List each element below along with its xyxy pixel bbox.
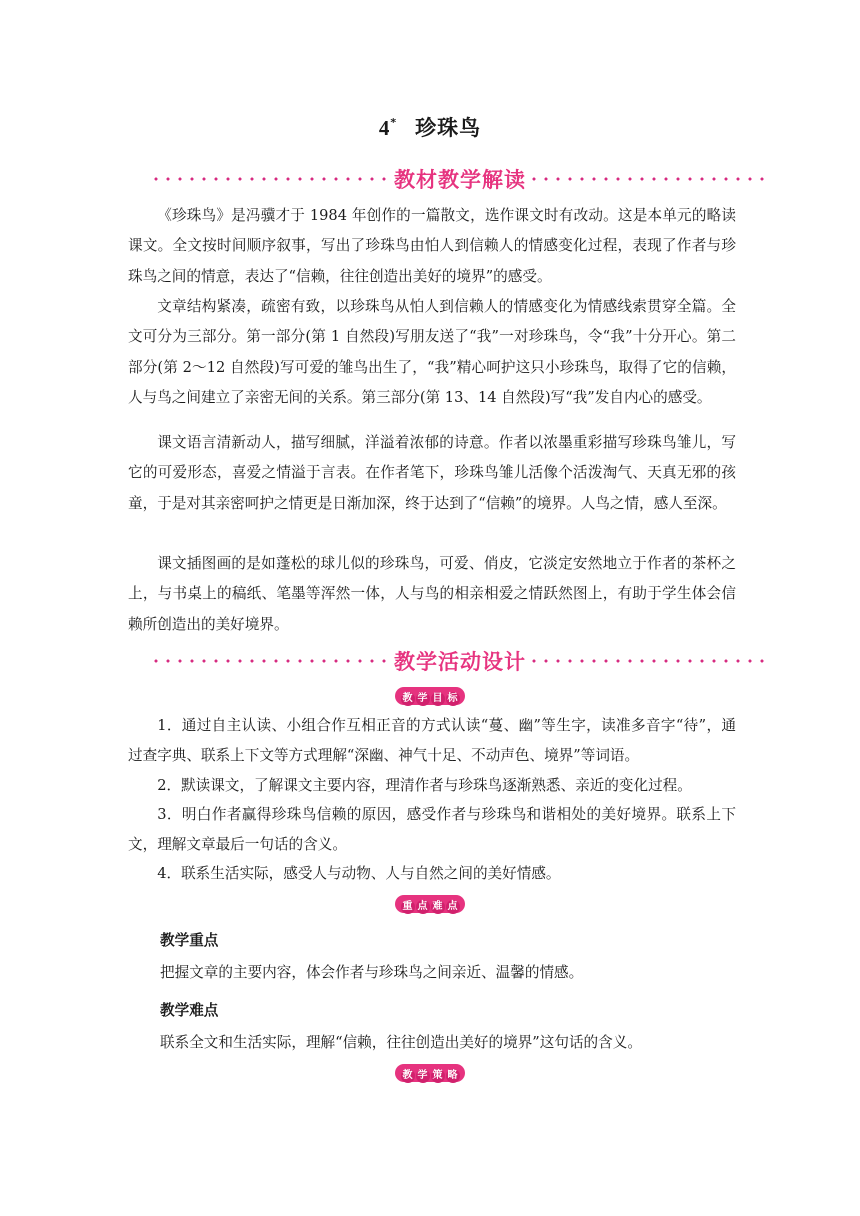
difficult-point-text: 联系全文和生活实际，理解“信赖，往往创造出美好的境界”这句话的含义。 — [160, 1034, 642, 1051]
goal-item: 4．联系生活实际，感受人与动物、人与自然之间的美好情感。 — [157, 865, 561, 882]
goal-item: 2．默读课文，了解课文主要内容，理清作者与珍珠鸟逐渐熟悉、亲近的变化过程。 — [157, 777, 692, 794]
difficult-point-heading: 教学难点 — [160, 1002, 219, 1019]
lesson-title: 珍珠鸟 — [415, 116, 482, 140]
goal-item: 1．通过自主认读、小组合作互相正音的方式认读“蔓、幽”等生字，读准多音字“待”，通过查字典、联系上下文等方式理解“深幽、神气十足、不动声色、境界”等词语。 — [128, 717, 736, 765]
goal-item: 3．明白作者赢得珍珠鸟信赖的原因，感受作者与珍珠鸟和谐相处的美好境界。联系上下文，理解文章最后一句话的含义。 — [128, 806, 736, 854]
paragraph: 课文插图画的是如蓬松的球儿似的珍珠鸟，可爱、俏皮，它淡定安然地立于作者的茶杯之上，与书桌上的稿纸、笔墨等浑然一体，人与鸟的相亲相爱之情跃然图上，有助于学生体会信赖所创造出的美好境界。 — [128, 555, 736, 633]
key-point-heading: 教学重点 — [160, 932, 219, 949]
page-title — [0, 112, 860, 142]
tag-char: 学 — [417, 693, 428, 704]
tag-char: 学 — [417, 1070, 428, 1081]
tag-key-difficult-points — [0, 894, 860, 913]
tag-char: 教 — [402, 1070, 413, 1081]
lesson-number: 4 — [378, 116, 391, 140]
paragraph: 课文语言清新动人，描写细腻，洋溢着浓郁的诗意。作者以浓墨重彩描写珍珠鸟雏儿，写它的可爱形态，喜爱之情溢于言表。在作者笔下，珍珠鸟雏儿活像个活泼淘气、天真无邪的孩童，于是对其亲密呵护之情更是日渐加深，终于达到了“信赖”的境界。人鸟之情，感人至深。 — [128, 434, 736, 512]
dotted-divider-right — [528, 659, 770, 663]
paragraph: 文章结构紧凑，疏密有致，以珍珠鸟从怕人到信赖人的情感变化为情感线索贯穿全篇。全文可分为三部分。第一部分(第 1 自然段)写朋友送了“我”一对珍珠鸟，令“我”十分开心。第二部分(第 2～12 自然段)写可爱的雏鸟出生了，“我”精心呵护这只小珍珠鸟，取得了它的信赖，人与鸟之间建立了亲密无间的关系。第三部分(第 13、14 自然段)写“我”发自内心的感受。 — [128, 298, 736, 407]
dotted-divider-left — [150, 177, 392, 181]
tag-char: 教 — [402, 693, 413, 704]
tag-char: 标 — [447, 693, 458, 704]
banner-title: 教材教学解读 — [394, 168, 526, 192]
section-banner-interpretation — [150, 164, 770, 194]
paragraph: 《珍珠鸟》是冯骥才于 1984 年创作的一篇散文，选作课文时有改动。这是本单元的略读课文。全文按时间顺序叙事，写出了珍珠鸟由怕人到信赖人的情感变化过程，表现了作者与珍珠鸟之间的情意，表达了“信赖，往往创造出美好的境界”的感受。 — [128, 207, 736, 285]
tag-char: 目 — [432, 693, 443, 704]
tag-char: 略 — [447, 1070, 458, 1081]
key-point-text: 把握文章的主要内容，体会作者与珍珠鸟之间亲近、温馨的情感。 — [160, 964, 584, 981]
tag-char: 点 — [417, 901, 428, 912]
optional-star: * — [390, 116, 398, 129]
dotted-divider-right — [528, 177, 770, 181]
tag-teaching-goals — [0, 686, 860, 705]
dotted-divider-left — [150, 659, 392, 663]
banner-title: 教学活动设计 — [394, 650, 526, 674]
tag-char: 难 — [432, 901, 443, 912]
tag-teaching-strategy — [0, 1063, 860, 1082]
tag-char: 策 — [432, 1070, 443, 1081]
tag-char: 重 — [402, 901, 413, 912]
tag-char: 点 — [447, 901, 458, 912]
section-banner-activity — [150, 646, 770, 676]
